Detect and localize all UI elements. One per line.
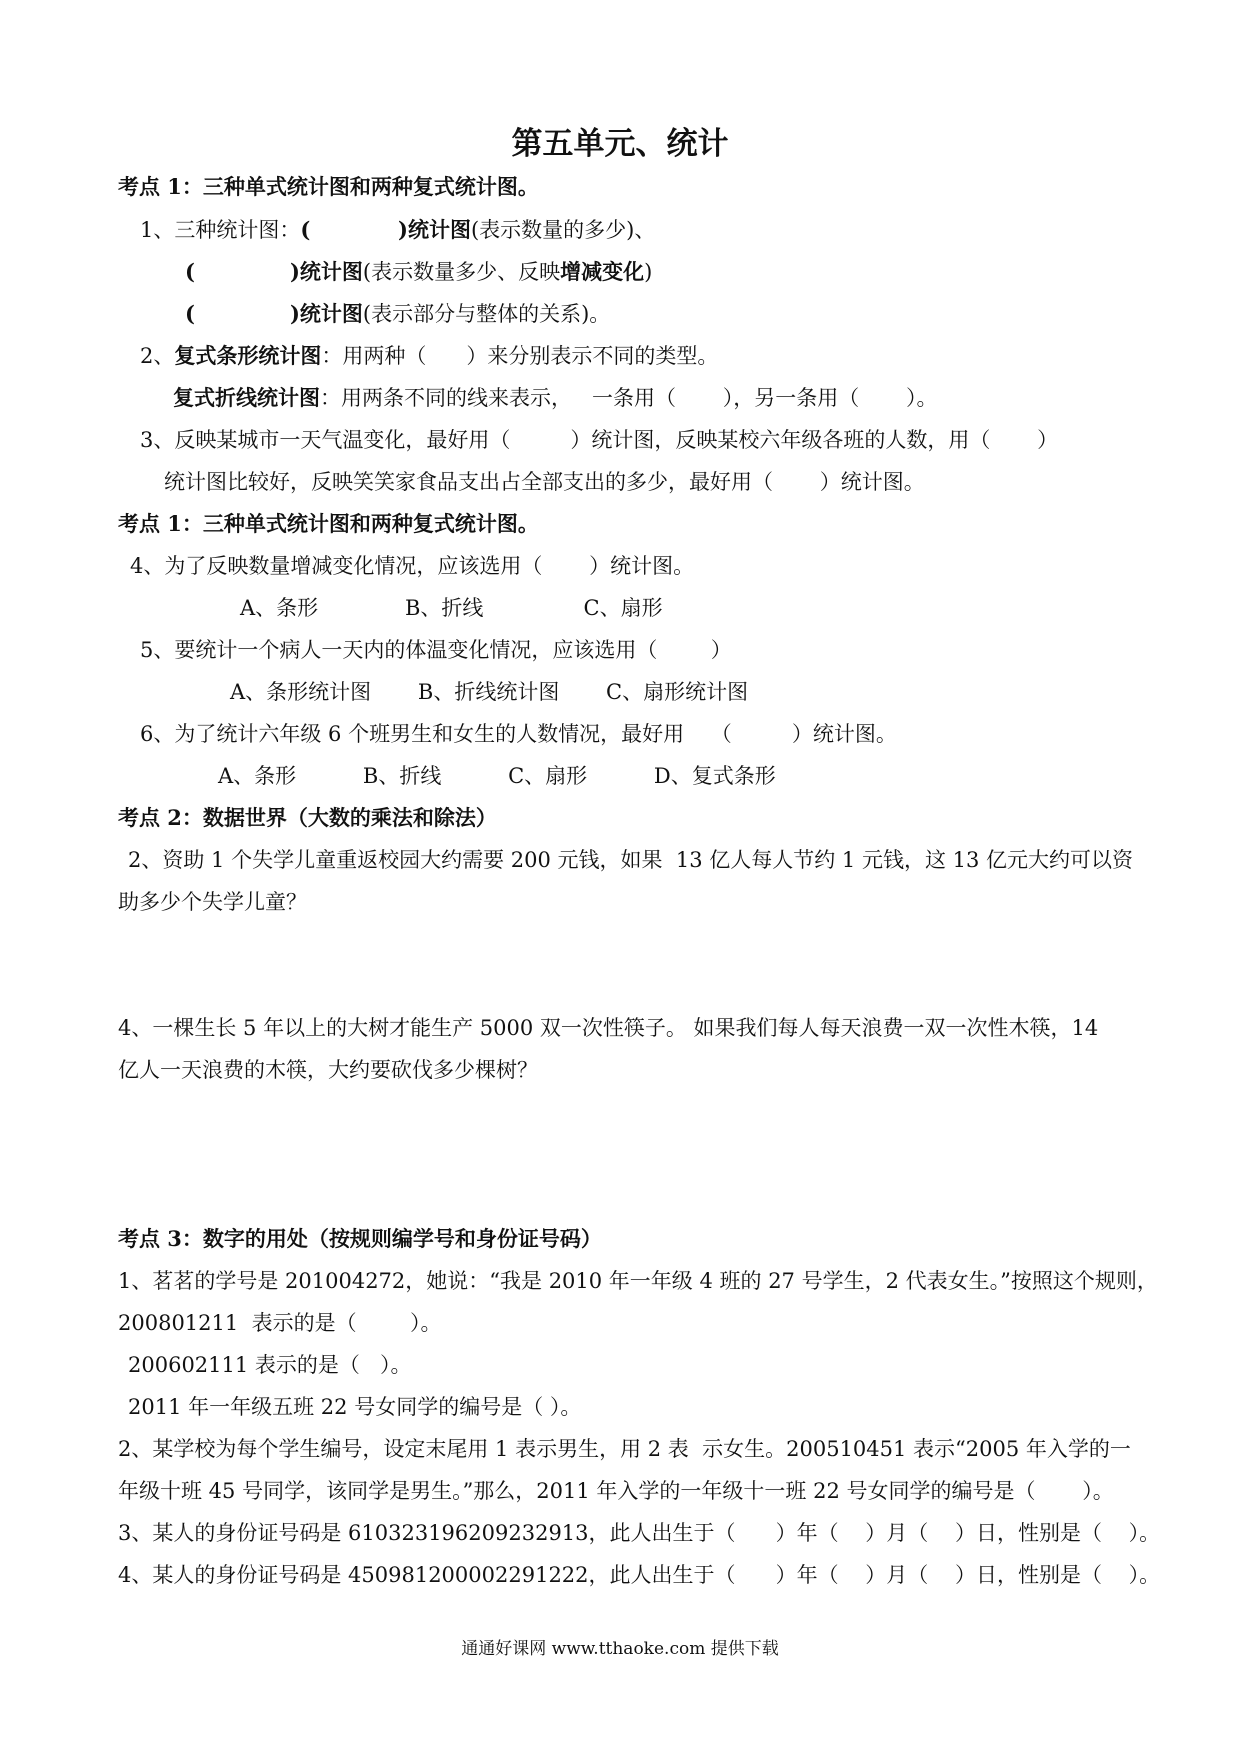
q4-seg-0: 4、为了反映数量增减变化情况，应该选用（ ）统计图。 <box>130 554 695 578</box>
s3-q1-line4 <box>128 1394 581 1420</box>
q5-options <box>230 679 748 705</box>
s3-q2-line1-seg-0: 2、某学校为每个学生编号，设定末尾用 1 表示男生，用 2 表 示女生。200510451 表示“2005 年入学的一 <box>118 1437 1131 1461</box>
s2-q2-line1 <box>128 847 1133 873</box>
s3-q2-line2-seg-0: 年级十班 45 号同学，该同学是男生。”那么，2011 年入学的一年级十一班 22 号女同学的编号是（ ）。 <box>118 1479 1114 1503</box>
page-title: 第五单元、统计 <box>511 126 729 162</box>
q6-options-seg-0: A、条形 B、折线 C、扇形 D、复式条形 <box>218 764 776 788</box>
q2-line2-seg-0: 复式折线统计图 <box>173 385 320 410</box>
q1-line1-seg-1: ( )统计图 <box>300 217 471 242</box>
q3-line1-seg-0: 3、反映某城市一天气温变化，最好用（ ）统计图，反映某校六年级各班的人数，用（ ） <box>140 428 1059 452</box>
q1-line1-seg-0: 1、三种统计图： <box>140 218 301 242</box>
s3-q1-line3 <box>128 1352 411 1378</box>
q1-line2-seg-2: 增减变化 <box>560 259 645 284</box>
q2-line1 <box>140 343 718 369</box>
q4-options <box>240 595 663 621</box>
q1-line2-seg-1: (表示数量多少、反映 <box>362 260 561 284</box>
s3-q1-line3-seg-0: 200602111 表示的是（ ）。 <box>128 1353 412 1377</box>
q2-line1-seg-1: 复式条形统计图 <box>174 343 322 368</box>
s3-q1-line1-seg-0: 1、茗茗的学号是 201004272，她说：“我是 2010 年一年级 4 班的 27 号学生，2 代表女生。”按照这个规则， <box>118 1269 1158 1293</box>
s2-q4-line2-seg-0: 亿人一天浪费的木筷，大约要砍伐多少棵树？ <box>118 1058 538 1082</box>
q1-line3-seg-0: ( )统计图 <box>185 301 363 326</box>
q6-seg-0: 6、为了统计六年级 6 个班男生和女生的人数情况，最好用 （ ）统计图。 <box>140 722 897 746</box>
s2-q2-line2 <box>118 889 307 915</box>
q3-line2-seg-0: 统计图比较好，反映笑笑家食品支出占全部支出的多少，最好用（ ）统计图。 <box>164 470 925 494</box>
s3-q2-line1 <box>118 1436 1131 1462</box>
s3-q4 <box>118 1562 1160 1588</box>
q5-options-seg-0: A、条形统计图 B、折线统计图 C、扇形统计图 <box>230 680 749 704</box>
section-heading-1b: 考点 1：三种单式统计图和两种复式统计图。 <box>118 511 539 536</box>
s2-q2-line2-seg-0: 助多少个失学儿童？ <box>118 890 307 914</box>
q1-line3 <box>185 301 610 327</box>
s2-q4-line1-seg-0: 4、一棵生长 5 年以上的大树才能生产 5000 双一次性筷子。 如果我们每人每天浪费一双一次性木筷，14 <box>118 1016 1099 1040</box>
q1-line3-seg-1: (表示部分与整体的关系)。 <box>362 302 611 326</box>
q6-options <box>218 763 776 789</box>
q1-line2-seg-0: ( )统计图 <box>185 259 363 284</box>
s3-q4-seg-0: 4、某人的身份证号码是 450981200002291222，此人出生于（ ）年（ ）月（ ）日，性别是（ ）。 <box>118 1563 1161 1587</box>
s3-q1-line1 <box>118 1268 1158 1294</box>
q1-line2-seg-3: ) <box>644 260 653 284</box>
s2-q4-line2 <box>118 1057 538 1083</box>
q4 <box>130 553 694 579</box>
s3-q3 <box>118 1520 1160 1546</box>
s3-q3-seg-0: 3、某人的身份证号码是 610323196209232913，此人出生于（ ）年（ ）月（ ）日，性别是（ ）。 <box>118 1521 1161 1545</box>
q2-line1-seg-2: ：用两种（ ）来分别表示不同的类型。 <box>321 344 719 368</box>
s3-q1-line2-seg-0: 200801211 表示的是（ ）。 <box>118 1311 442 1335</box>
q4-options-seg-0: A、条形 B、折线 C、扇形 <box>240 596 663 620</box>
page-footer: 通通好课网 www.tthaoke.com 提供下载 <box>461 1639 779 1659</box>
s3-q2-line2 <box>118 1478 1114 1504</box>
s2-q2-line1-seg-0: 2、资助 1 个失学儿童重返校园大约需要 200 元钱，如果 13 亿人每人节约 1 元钱，这 13 亿元大约可以资 <box>128 848 1134 872</box>
q1-line1-seg-2: (表示数量的多少)、 <box>470 218 656 242</box>
s3-q1-line4-seg-0: 2011 年一年级五班 22 号女同学的编号是（ ）。 <box>128 1395 582 1419</box>
q5-seg-0: 5、要统计一个病人一天内的体温变化情况，应该选用（ ） <box>140 638 732 662</box>
q2-line2 <box>173 385 937 411</box>
q3-line2 <box>164 469 925 495</box>
q1-line1 <box>140 217 655 243</box>
q2-line1-seg-0: 2、 <box>140 344 175 368</box>
section-heading-1: 考点 1：三种单式统计图和两种复式统计图。 <box>118 174 539 199</box>
q6 <box>140 721 897 747</box>
s3-q1-line2 <box>118 1310 442 1336</box>
q2-line2-seg-1: ：用两条不同的线来表示， 一条用（ ），另一条用（ ）。 <box>320 386 938 410</box>
q3-line1 <box>140 427 1058 453</box>
q1-line2 <box>185 259 652 285</box>
section-heading-2: 考点 2：数据世界（大数的乘法和除法） <box>118 805 497 830</box>
q5 <box>140 637 732 663</box>
s2-q4-line1 <box>118 1015 1098 1041</box>
section-heading-3: 考点 3：数字的用处（按规则编学号和身份证号码） <box>118 1226 602 1251</box>
